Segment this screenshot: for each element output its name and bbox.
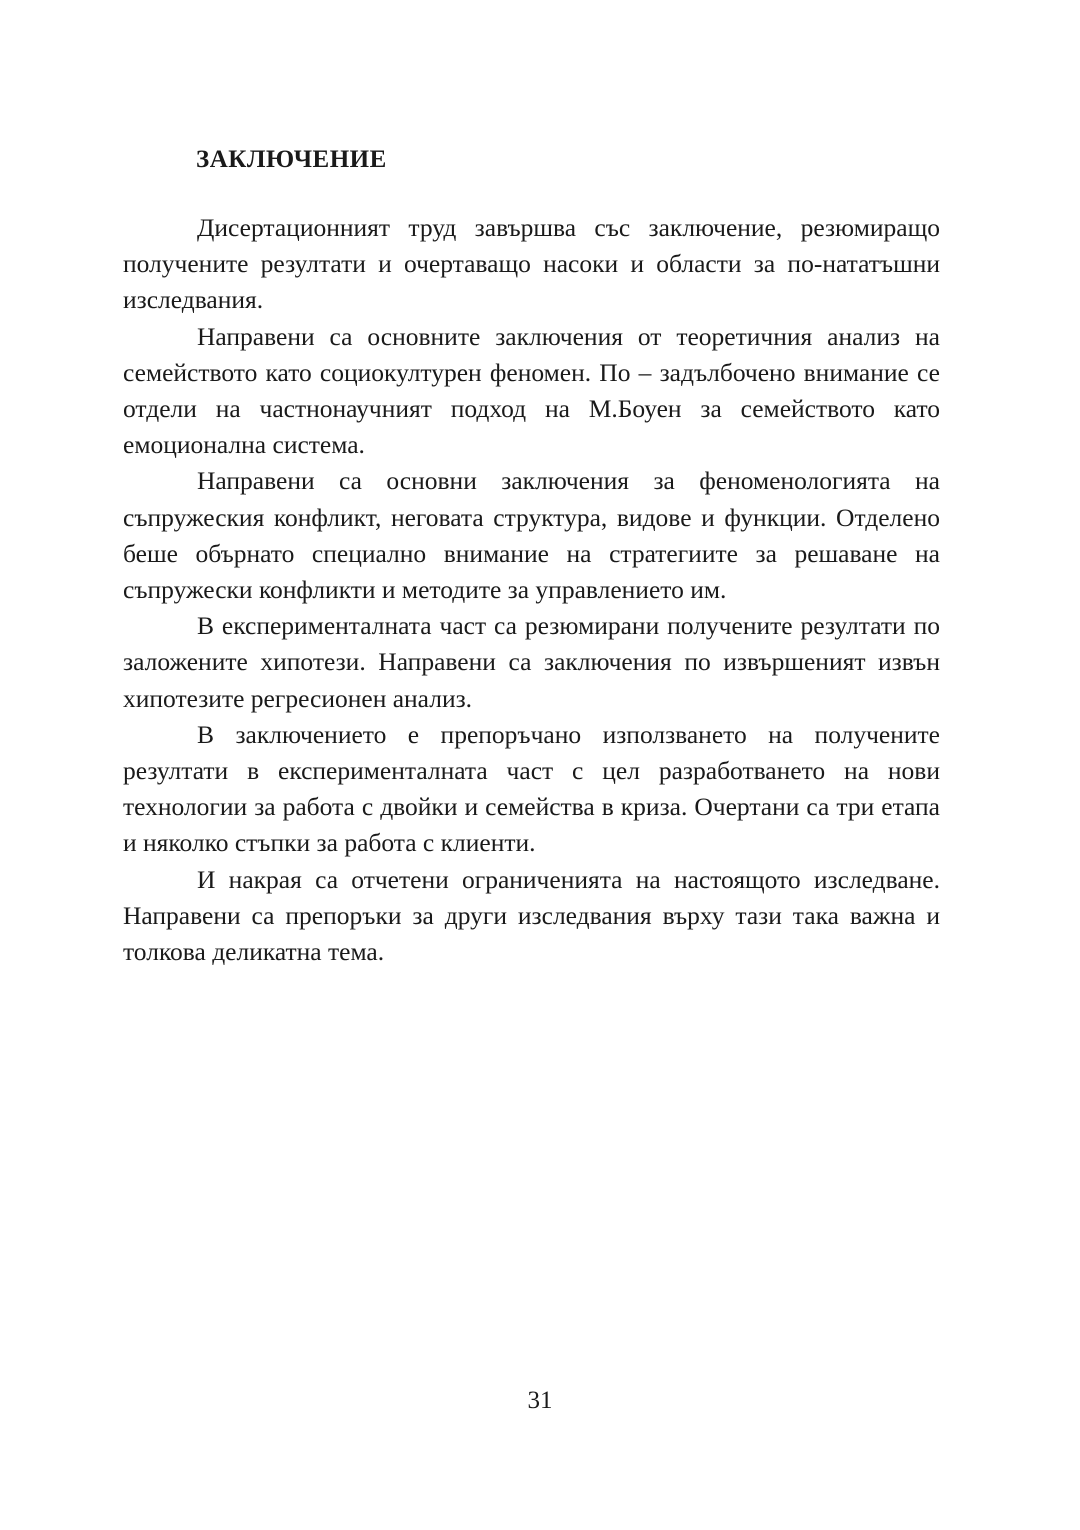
page-title: ЗАКЛЮЧЕНИЕ <box>196 146 387 173</box>
body-text <box>123 210 940 970</box>
paragraph-4: В експерименталната част са резюмирани получените резултати по заложените хипотези. Направени са заключения по извършеният извън хипотезите регресионен анализ. <box>123 611 940 713</box>
paragraph-1: Дисертационният труд завършва със заключение, резюмиращо получените резултати и очертаващо насоки и области за по-нататъшни изследвания. <box>123 213 940 315</box>
paragraph-5: В заключението е препоръчано използването на получените резултати в експерименталната част с цел разработването на нови технологии за работа с двойки и семейства в криза. Очертани са три етапа и няколко стъпки за работа с клиенти. <box>123 719 940 858</box>
page-number: 31 <box>527 1387 553 1414</box>
paragraph-6: И накрая са отчетени ограниченията на настоящото изследване. Направени са препоръки за други изследвания върху тази така важна и толкова деликатна тема. <box>123 864 940 967</box>
paragraph-2: Направени са основните заключения от теоретичния анализ на семейството като социокултурен феномен. По – задълбочено внимание се отдели на частнонаучният подход на М.Боуен за семейството като емоционална система. <box>123 321 940 460</box>
paragraph-3: Направени са основни заключения за феноменологията на съпружеския конфликт, неговата структура, видове и функции. Отделено беше обърнато специално внимание на стратегиите за решаване на съпружески конфликти и методите за управлението им. <box>123 466 940 605</box>
